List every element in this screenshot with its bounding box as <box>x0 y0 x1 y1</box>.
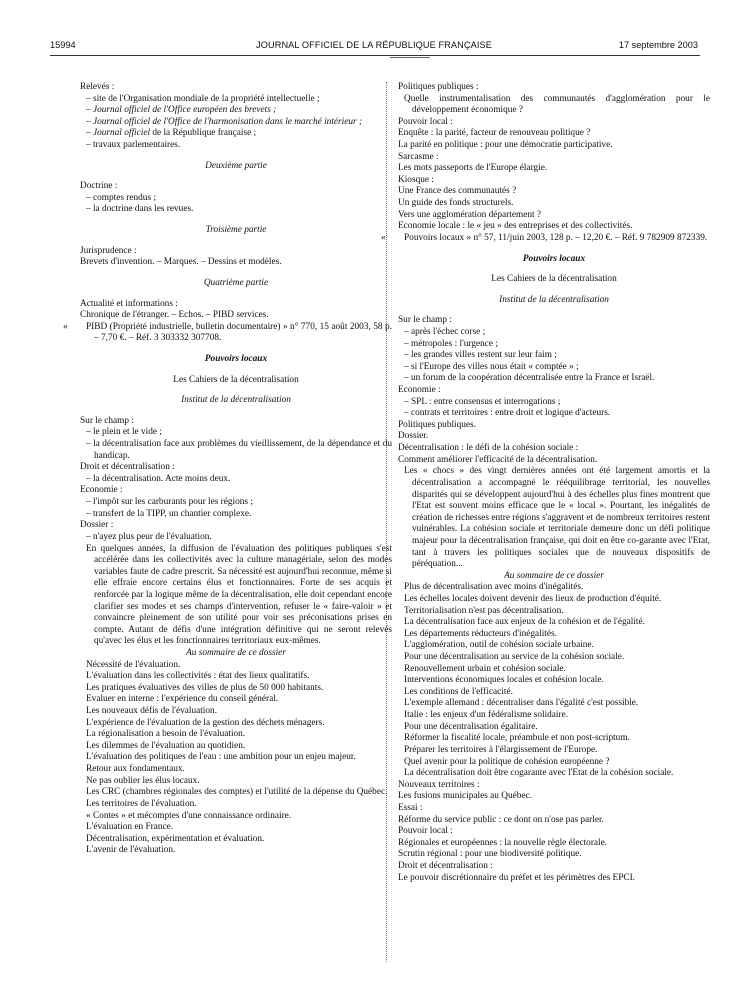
list-item: Régionales et européennes : la nouvelle règle électorale. <box>398 837 608 848</box>
section-label: Dossier : <box>80 520 114 531</box>
contents-item: Les territoires de l'évaluation. <box>86 798 197 809</box>
dossier-title: Décentralisation : le défi de la cohésion sociale : <box>398 443 579 454</box>
contents-item: Les nouveaux défis de l'évaluation. <box>86 706 218 717</box>
section-label: Jurisprudence : <box>80 245 137 256</box>
journal-suffix: de la République française ; <box>150 128 257 139</box>
list-item: – la doctrine dans les revues. <box>86 204 194 215</box>
contents-item: Territorialisation n'est pas décentralisation. <box>404 605 564 616</box>
part-heading: Deuxième partie <box>205 160 267 171</box>
publication-reference: « Pouvoirs locaux » n° 57, 11/juin 2003, 128 p. – 12,20 €. – Réf. 9 782909 872339. <box>398 233 710 245</box>
journal-name: – Journal officiel <box>86 128 151 139</box>
header-rule <box>50 55 700 56</box>
publication-subtitle: Les Cahiers de la décentralisation <box>173 374 299 385</box>
contents-item: Les conditions de l'efficacité. <box>404 686 513 697</box>
list-item: – si l'Europe des villes nous était « comptée » ; <box>404 361 579 372</box>
list-item: – métropoles : l'urgence ; <box>404 338 498 349</box>
part-heading: Troisième partie <box>205 225 267 236</box>
contents-item: Plus de décentralisation avec moins d'inégalités. <box>404 582 584 593</box>
contents-item: La décentralisation doit être cogarante avec l'Etat de la cohésion sociale. <box>404 768 674 779</box>
contents-item: Pour une décentralisation égalitaire. <box>404 721 538 732</box>
summary-paragraph: Les « chocs » des vingt dernières années ont été largement amortis et la décentralisation a accompagné le rééquilibrage territorial, les nouvelles disparités qui se développent aujourd'hui à des échelles plus fines montrent que l'Etat est souvent moins efficace que le « local ». Pourtant, les inégalités de création de richesses entre régions s'aggravent et de nombreux territoires restent vulnérables. La cohésion sociale et territoriale demeure donc un défi politique majeur pour la décentralisation française, qui doit en être co-garante avec l'Etat, tant à travers les politiques sociales que de nouveaux dispositifs de péréquation... <box>404 466 710 570</box>
contents-heading: Au sommaire de ce dossier <box>504 570 604 581</box>
contents-item: Retour aux fondamentaux. <box>86 764 185 775</box>
section-label: Essai : <box>398 802 423 813</box>
contents-item: Nécessité de l'évaluation. <box>86 659 181 670</box>
section-label: Economie : <box>80 485 123 496</box>
contents-item: L'évaluation dans les collectivités : état des lieux qualitatifs. <box>86 671 310 682</box>
section-label: Pouvoir local : <box>398 826 453 837</box>
publication-subtitle: Les Cahiers de la décentralisation <box>491 274 617 285</box>
list-item: – les grandes villes restent sur leur faim ; <box>404 350 557 361</box>
list-item: La parité en politique : pour une démocratie participative. <box>398 140 613 151</box>
list-item <box>80 128 392 140</box>
contents-item: Décentralisation, expérimentation et évaluation. <box>86 833 265 844</box>
section-label: Pouvoir local : <box>398 116 453 127</box>
list-item: Réforme du service public : ce dont on n'ose pas parler. <box>398 814 604 825</box>
contents-item: Préparer les territoires à l'élargissement de l'Europe. <box>404 744 598 755</box>
part-heading: Quatrième partie <box>203 277 269 288</box>
list-item: – Journal officiel de l'Office européen des brevets ; <box>86 105 277 116</box>
section-label: Actualité et informations : <box>80 298 178 309</box>
section-label: Sur le champ : <box>398 315 452 326</box>
list-item: – site de l'Organisation mondiale de la propriété intellectuelle ; <box>86 93 320 104</box>
publisher: Institut de la décentralisation <box>181 395 291 406</box>
contents-item: Les pratiques évaluatives des villes de plus de 50 000 habitants. <box>86 682 324 693</box>
contents-item: L'exemple allemand : décentraliser dans l'égalité c'est possible. <box>404 698 639 709</box>
list-item: Un guide des fonds structurels. <box>398 198 514 209</box>
contents-item: Réformer la fiscalité locale, préambule et non post-scriptum. <box>404 733 630 744</box>
contents-heading: Au sommaire de ce dossier <box>186 647 286 658</box>
issue-date: 17 septembre 2003 <box>618 40 698 50</box>
page-header <box>0 40 748 56</box>
header-rule-accent <box>390 57 430 58</box>
contents-item: L'agglomération, outil de cohésion sociale urbaine. <box>404 640 594 651</box>
list-item: – contrats et territoires : entre droit et logique d'acteurs. <box>404 408 611 419</box>
contents-item: Les dilemmes de l'évaluation au quotidien. <box>86 740 246 751</box>
list-item: – la décentralisation face aux problèmes du vieillissement, de la dépendance et du handicap. <box>86 439 392 461</box>
section-label: Nouveaux territoires : <box>398 779 480 790</box>
page-number: 15994 <box>50 40 76 50</box>
list-item: – Journal officiel de l'Office de l'harmonisation dans le marché intérieur ; <box>86 116 363 127</box>
list-item: – un forum de la coopération décentralisée entre la France et Israël. <box>404 373 655 384</box>
list-item: – le plein et le vide ; <box>86 427 162 438</box>
contents-list <box>80 660 392 857</box>
section-label: Sarcasme : <box>398 151 439 162</box>
list-item: – n'ayez plus peur de l'évaluation. <box>86 531 212 542</box>
dossier-subtitle: Comment améliorer l'efficacité de la décentralisation. <box>398 454 598 465</box>
section-label: Droit et décentralisation : <box>398 861 493 871</box>
contents-item: Les CRC (chambres régionales des comptes) et l'utilité de la dépense du Québec. <box>86 787 388 798</box>
publication-reference: « PIBD (Propriété industrielle, bulletin documentaire) » n° 770, 15 août 2003, 58 p. – 7,70 €. – Réf. 3 303332 307708. <box>80 322 392 345</box>
contents-item: Les échelles locales doivent devenir des lieux de production d'équité. <box>404 593 662 604</box>
list-item: Les fusions municipales au Québec. <box>398 791 532 802</box>
summary-paragraph: En quelques années, la diffusion de l'évaluation des politiques publiques s'est accélérée dans les collectivités avec la culture managériale, selon des modes variables faute de cadre prescrit. Sa nécessité est aujourd'hui reconnue, même si elle effraie encore certains élus et fonctionnaires. Forte de ses acquis et renforcée par la logique même de la décentralisation, elle doit cependant encore clarifier ses modes et ses champs d'intervention, refuser le « faire-valoir » et convaincre pleinement de son utilité pour voir ses préconisations prises en compte. Autant de défis d'une intégration définitive qui ne seront relevés qu'avec les élus et les fonctionnaires territoriaux eux-mêmes. <box>86 543 392 647</box>
right-column <box>398 82 710 884</box>
contents-item: L'avenir de l'évaluation. <box>86 845 176 856</box>
contents-item: Interventions économiques locales et cohésion locale. <box>404 675 604 686</box>
list-item: – après l'échec corse ; <box>404 326 486 337</box>
section-label: Sur le champ : <box>80 415 134 426</box>
list-item: Economie locale : le « jeu » des entreprises et des collectivités. <box>398 221 633 232</box>
section-text: Brevets d'invention. – Marques. – Dessins et modèles. <box>80 257 282 268</box>
section-label: Droit et décentralisation : <box>80 462 175 473</box>
list-item: – comptes rendus ; <box>86 192 156 203</box>
contents-item: « Contes » et mécomptes d'une connaissance ordinaire. <box>86 810 292 821</box>
section-label: Politiques publiques. <box>398 419 476 430</box>
list-item: Scrutin régional : pour une biodiversité politique. <box>398 849 582 860</box>
list-item: Les mots passeports de l'Europe élargie. <box>398 163 548 174</box>
list-item: Une France des communautés ? <box>398 186 517 197</box>
section-label: Kiosque : <box>398 174 434 185</box>
contents-item: La décentralisation face aux enjeux de la cohésion et de l'égalité. <box>404 617 645 628</box>
contents-list <box>398 582 710 779</box>
list-item: – SPL : entre consensus et interrogations ; <box>404 396 561 407</box>
section-label: Dossier. <box>398 431 429 442</box>
contents-item: Quel avenir pour la politique de cohésion européenne ? <box>404 756 610 767</box>
contents-item: Ne pas oublier les élus locaux. <box>86 775 200 786</box>
section-label: Politiques publiques : <box>398 82 479 92</box>
list-item: Vers une agglomération département ? <box>398 209 542 220</box>
list-item: – travaux parlementaires. <box>86 140 181 151</box>
journal-title: JOURNAL OFFICIEL DE LA RÉPUBLIQUE FRANÇAISE <box>256 40 492 50</box>
contents-item: L'évaluation en France. <box>86 822 174 833</box>
list-item: Quelle instrumentalisation des communautés d'agglomération pour le développement économique ? <box>404 93 710 116</box>
list-item: – la décentralisation. Acte moins deux. <box>86 473 231 484</box>
list-item: Enquête : la parité, facteur de renouveau politique ? <box>398 128 591 139</box>
contents-item: Renouvellement urbain et cohésion sociale. <box>404 663 566 674</box>
contents-item: La régionalisation a besoin de l'évaluation. <box>86 729 246 740</box>
section-label: Relevés : <box>80 82 115 92</box>
contents-item: Evaluer en interne : l'expérience du conseil général. <box>86 694 279 705</box>
section-text: Chronique de l'étranger. – Echos. – PIBD services. <box>80 310 269 321</box>
list-item: – l'impôt sur les carburants pour les régions ; <box>86 497 253 508</box>
contents-item: Pour une décentralisation au service de la cohésion sociale. <box>404 652 625 663</box>
contents-item: Italie : les enjeux d'un fédéralisme solidaire. <box>404 710 569 721</box>
contents-item: Les départements réducteurs d'inégalités. <box>404 628 557 639</box>
left-column <box>80 82 392 857</box>
list-item: – transfert de la TIPP, un chantier complexe. <box>86 508 252 519</box>
section-label: Economie : <box>398 385 441 396</box>
contents-item: L'évaluation des politiques de l'eau : une ambition pour un enjeu majeur. <box>86 752 356 763</box>
section-label: Doctrine : <box>80 181 118 192</box>
publication-title: Pouvoirs locaux <box>522 253 586 264</box>
publisher: Institut de la décentralisation <box>499 294 609 305</box>
contents-item: L'expérience de l'évaluation de la gestion des déchets ménagers. <box>86 717 325 728</box>
list-item: Le pouvoir discrétionnaire du préfet et les périmètres des EPCI. <box>398 872 635 883</box>
publication-title: Pouvoirs locaux <box>204 353 268 364</box>
